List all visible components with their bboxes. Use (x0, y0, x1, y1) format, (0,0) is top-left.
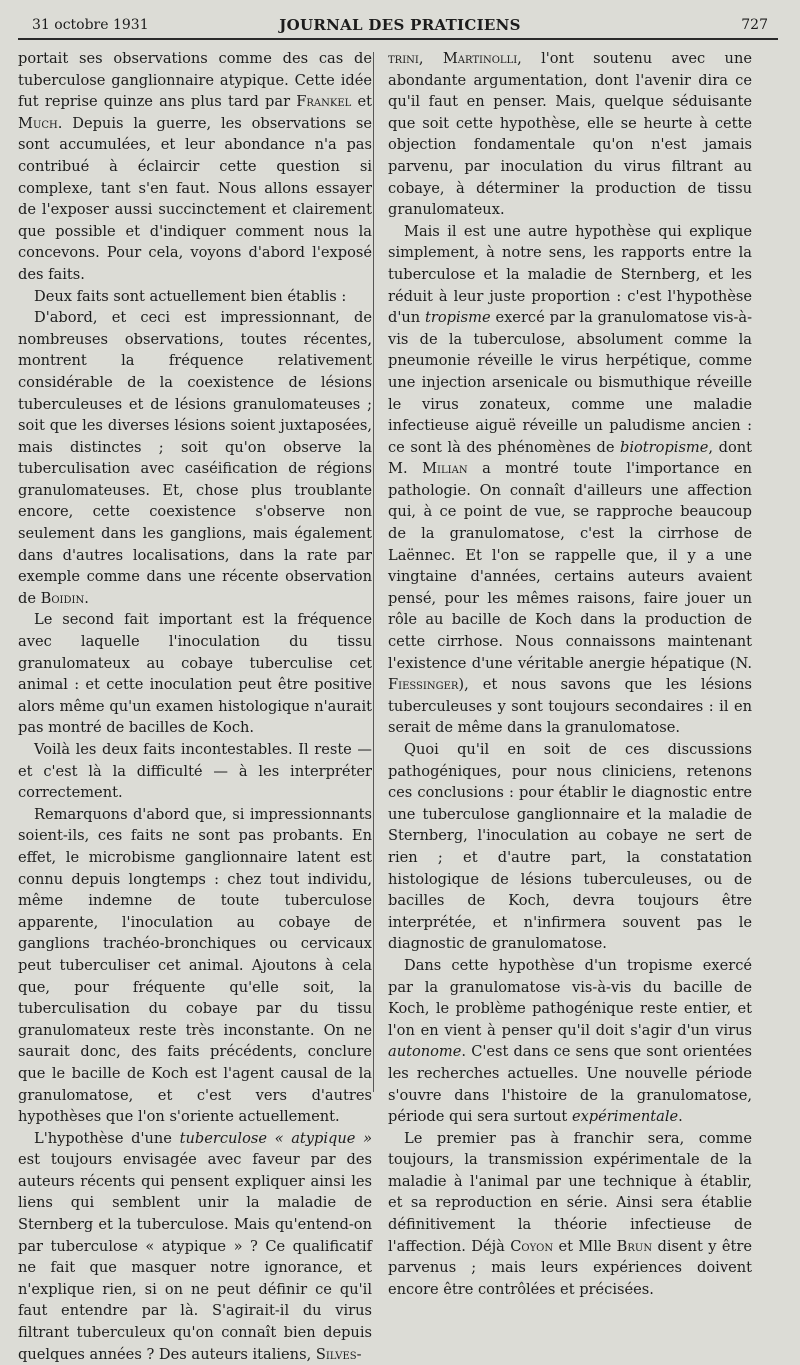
paragraph: Mais il est une autre hypothèse qui explique simplement, à notre sens, les rapports entre la tuberculose et la maladie de Sternberg, et les réduit à leur juste proportion : c'est l'hypothèse d'un tropisme exercé par la granulomatose vis-à-vis de la tuberculose, absolument comme la pneumonie réveille le virus herpétique, comme une injection arsenicale ou bismuthique réveille le virus zonateux, comme une maladie infectieuse aiguë réveille un paludisme ancien : ce sont là des phénomènes de biotropisme, dont M. Milian a montré toute l'importance en pathologie. On connaît d'ailleurs une affection qui, à ce point de vue, se rapproche beaucoup de la granulomatose, c'est la cirrhose de Laënnec. Et l'on se rappelle que, il y a une vingtaine d'années, certains auteurs avaient pensé, pour les mêmes raisons, faire jouer un rôle au bacille de Koch dans la production de cette cirrhose. Nous connaissons maintenant l'existence d'une véritable anergie hépatique (N. Fiessinger), et nous savons que les lésions tuberculeuses y sont toujours secondaires : il en serait de même dans la granulomatose. (388, 222, 753, 737)
paragraph: Remarquons d'abord que, si impressionnants soient-ils, ces faits ne sont pas probants. En effet, le microbisme ganglionnaire latent est connu depuis longtemps : chez tout individu, même indemne de toute tuberculose apparente, l'inoculation au cobaye de ganglions trachéo-bronchiques ou cervicaux peut tuberculiser cet animal. Ajoutons à cela que, pour fréquente qu'elle soit, la tuberculisation du cobaye par du tissu granulomateux reste très inconstante. On ne saurait donc, des faits précédents, conclure que le bacille de Koch est l'agent causal de la granulomatose, et c'est vers d'autres hypothèses que l'on s'oriente actuellement. (18, 805, 372, 1126)
italic-term: autonome (388, 1043, 462, 1061)
page-number: 727 (741, 17, 768, 33)
paragraph: L'hypothèse d'une tuberculose « atypique » est toujours envisagée avec faveur par des auteurs récents qui pensent expliquer ainsi les liens qui semblent unir la maladie de Sternberg et la tuberculose. Mais qu'entend-on par tuberculose « atypique » ? Ce qualificatif ne fait que masquer notre ignorance, et n'explique rien, si on ne peut définir ce qu'il faut entendre par là. S'agirait-il du virus filtrant tuberculeux qu'on connaît bien depuis quelques années ? Des auteurs italiens, Silves- (18, 1129, 372, 1363)
italic-term: biotropisme (620, 438, 709, 456)
author-name: Brun (616, 1237, 653, 1255)
author-name: Frankel (296, 93, 352, 111)
italic-term: tuberculose « atypique » (179, 1129, 372, 1147)
paragraph: Le second fait important est la fréquence avec laquelle l'inoculation du tissu granulomateux au cobaye tuberculise cet animal : et cette inoculation peut être positive alors même qu'un examen histologique n'aurait pas montré de bacilles de Koch. (18, 611, 372, 737)
header-date: 31 octobre 1931 (32, 17, 149, 33)
author-name: Much (18, 114, 58, 132)
author-name: Silves- (315, 1345, 362, 1363)
left-column (18, 48, 372, 1365)
paragraph: Voilà les deux faits incontestables. Il reste — et c'est là la difficulté — à les interpréter correctement. (18, 741, 372, 802)
paragraph: Quoi qu'il en soit de ces discussions pathogéniques, pour nous cliniciens, retenons ces conclusions : pour établir le diagnostic entre une tuberculose ganglionnaire et la maladie de Sternberg, l'inoculation au cobaye ne sert de rien ; et d'autre part, la constatation histologique de lésions tuberculeuses, ou de bacilles de Koch, devra toujours être interprétée, et n'infirmera souvent pas le diagnostic de granulomatose. (388, 741, 752, 953)
paragraph: trini, Martinolli, l'ont soutenu avec une abondante argumentation, dont l'avenir dira ce qu'il faut en penser. Mais, quelque séduisante que soit cette hypothèse, elle se heurte à cette objection fondamentale qu'on n'est jamais parvenu, par inoculation du virus filtrant au cobaye, à déterminer la production de tissu granulomateux. (388, 50, 752, 219)
paragraph: portait ses observations comme des cas de tuberculose ganglionnaire atypique. Cette idée fut reprise quinze ans plus tard par Frankel et Much. Depuis la guerre, les observations se sont accumulées, et leur abondance n'a pas contribué à éclaircir cette question si complexe, tant s'en faut. Nous allons essayer de l'exposer aussi succinctement et clairement que possible et d'indiquer comment nous la concevons. Pour cela, voyons d'abord l'exposé des faits. (18, 50, 373, 283)
author-name: trini (388, 50, 419, 67)
author-name: Martinolli (442, 50, 518, 67)
right-column (388, 48, 752, 1300)
running-header (32, 14, 768, 36)
author-name: Milian (422, 460, 468, 478)
header-rule (18, 38, 778, 40)
paragraph: Deux faits sont actuellement bien établis : (34, 287, 347, 305)
journal-title: JOURNAL DES PRATICIENS (279, 16, 521, 34)
italic-term: tropisme (425, 309, 491, 327)
author-name: Fiessinger (388, 676, 459, 694)
author-name: Coyon (510, 1237, 554, 1255)
author-name: Boidin (40, 589, 85, 607)
italic-term: expérimentale (571, 1108, 679, 1126)
column-divider (373, 52, 374, 1092)
paragraph: Dans cette hypothèse d'un tropisme exercé par la granulomatose vis-à-vis du bacille de Koch, le problème pathogénique reste entier, et l'on en vient à penser qu'il doit s'agir d'un virus autonome. C'est dans ce sens que sont orientées les recherches actuelles. Une nouvelle période s'ouvre dans l'histoire de la granulomatose, période qui sera surtout expérimentale. (388, 956, 752, 1126)
paragraph: D'abord, et ceci est impressionnant, de nombreuses observations, toutes récentes, montrent la fréquence relativement considérable de la coexistence de lésions tuberculeuses et de lésions granulomateuses ; soit que les diverses lésions soient juxtaposées, mais distinctes ; soit qu'on observe la tuberculisation avec caséification de régions granulomateuses. Et, chose plus troublante encore, cette coexistence s'observe non seulement dans les ganglions, mais également dans d'autres localisations, dans la rate par exemple comme dans une récente observation de Boidin. (18, 309, 372, 607)
paragraph: Le premier pas à franchir sera, comme toujours, la transmission expérimentale de la maladie à l'animal par une technique à établir, et sa reproduction en série. Ainsi sera établie définitivement la théorie infectieuse de l'affection. Déjà Coyon et Mlle Brun disent y être parvenus ; mais leurs expériences doivent encore être contrôlées et précisées. (388, 1129, 752, 1298)
